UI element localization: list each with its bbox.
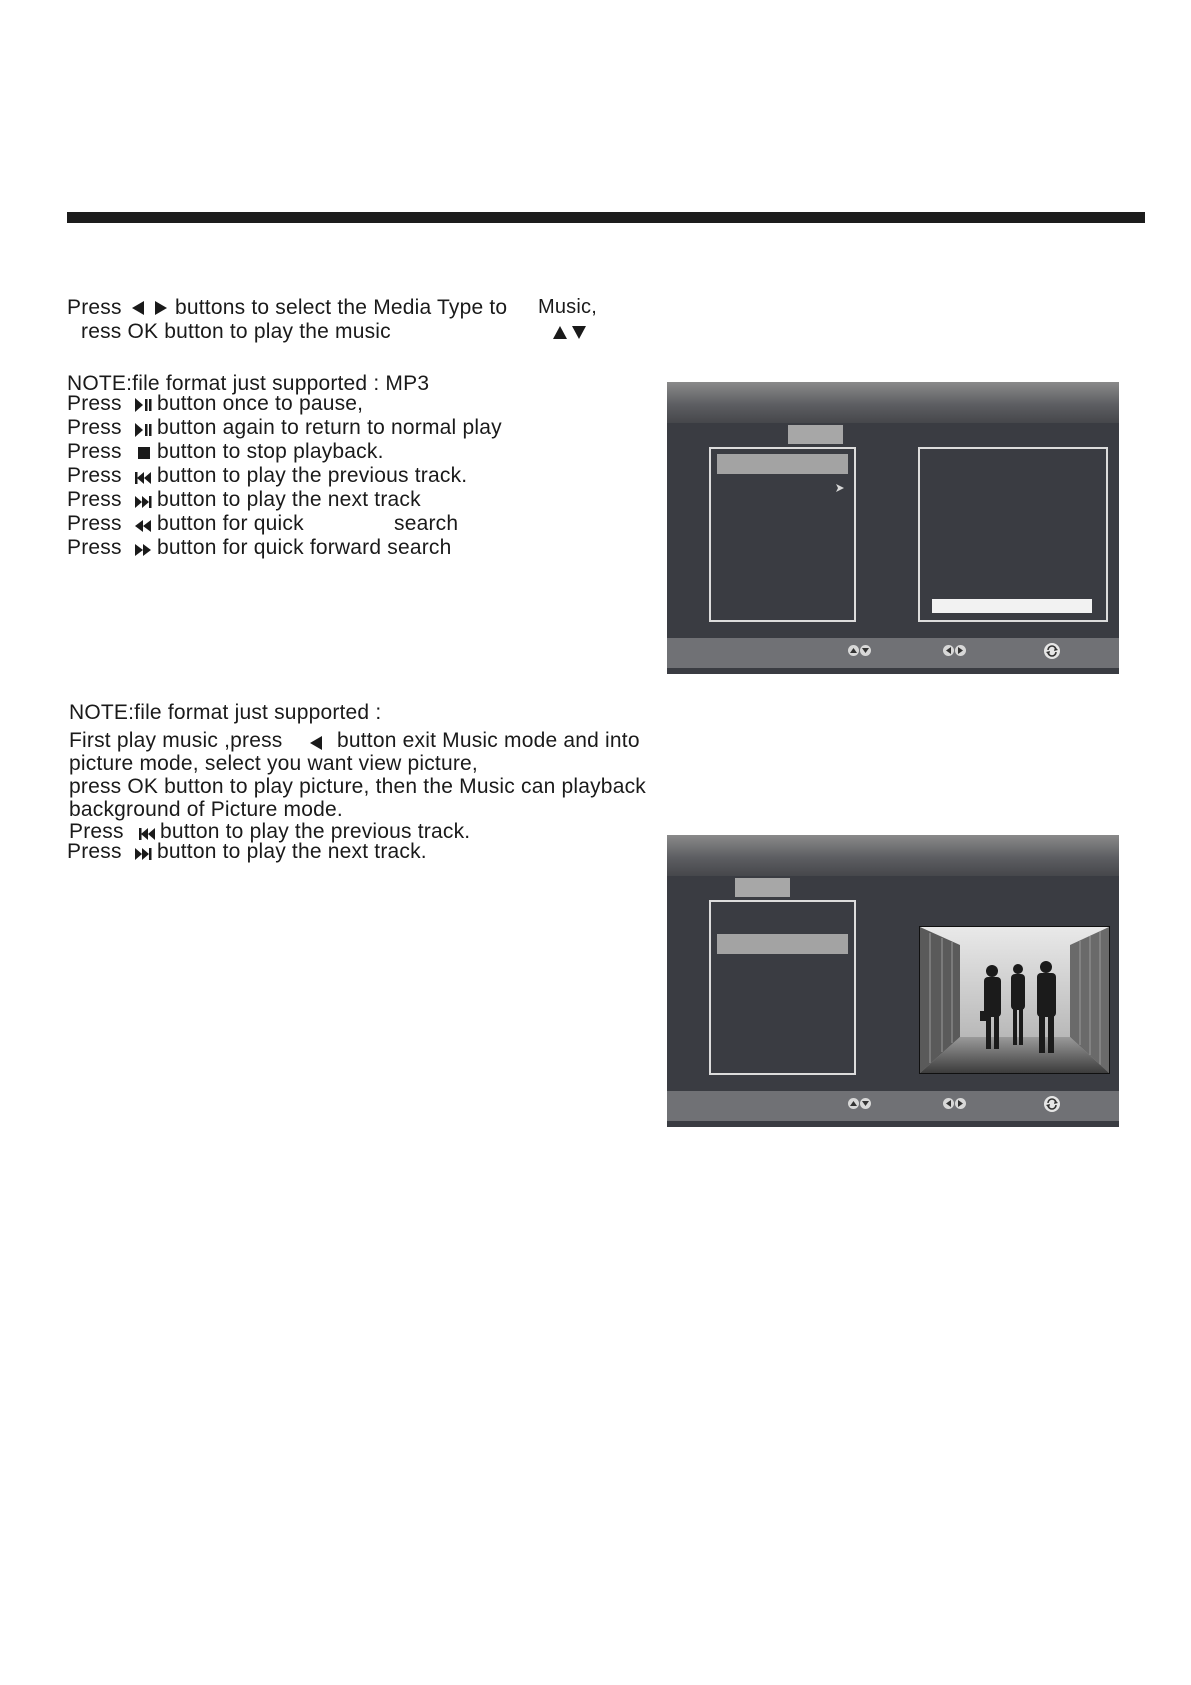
play-pause-icon: [133, 396, 153, 414]
s1-cmd-3-text: button to stop playback.: [157, 440, 384, 463]
s2-cmd-2-text: button to play the next track.: [157, 840, 427, 863]
fast-forward-icon: [133, 541, 153, 559]
file-list[interactable]: [709, 900, 856, 1075]
s1-cmd-4-text: button to play the previous track.: [157, 464, 468, 487]
stop-icon: [136, 445, 152, 461]
previous-track-icon: [133, 469, 153, 487]
progress-bar: [932, 599, 1092, 613]
left-arrow-icon: [308, 734, 324, 752]
s2-cmd-1: Press: [69, 820, 124, 843]
s1-cmd-5: Press: [67, 488, 122, 511]
menu-title-bar: [667, 835, 1119, 876]
s2-note: NOTE:file format just supported :: [69, 701, 382, 724]
play-pause-icon: [133, 421, 153, 439]
right-arrow-icon: [153, 299, 169, 317]
return-icon: [1044, 1096, 1060, 1112]
s1-cmd-2-text: button again to return to normal play: [157, 416, 502, 439]
menu-footer: [667, 638, 1119, 668]
s1-cmd-3: Press: [67, 440, 122, 463]
s2-cmd-2: Press: [67, 840, 122, 863]
s1-cmd-6-text2: search: [394, 512, 459, 535]
picture-menu-screen: [667, 835, 1119, 1127]
rewind-icon: [133, 517, 153, 535]
s2-line1: First play music ,press: [69, 729, 283, 752]
media-type-tab[interactable]: [788, 425, 843, 444]
file-list[interactable]: [709, 447, 856, 622]
s2-line4: background of Picture mode.: [69, 798, 343, 821]
up-down-arrows-icon: [848, 645, 872, 663]
menu-title-bar: [667, 382, 1119, 423]
s1-note: NOTE:file format just supported : MP3: [67, 372, 430, 395]
music-menu-screen: [667, 382, 1119, 674]
s2-cmd-1-text: button to play the previous track.: [160, 820, 471, 843]
left-right-arrows-icon: [943, 1098, 967, 1116]
s1-cmd-1-text: button once to pause,: [157, 392, 364, 415]
return-icon: [1044, 643, 1060, 659]
file-list-highlight[interactable]: [717, 454, 848, 474]
picture-preview: [919, 926, 1110, 1074]
folder-arrow-icon: [835, 480, 845, 490]
s1-cmd-7-text: button for quick forward search: [157, 536, 452, 559]
s1-cmd-6: Press: [67, 512, 122, 535]
s1-cmd-6-text: button for quick: [157, 512, 304, 535]
s1-cmd-5-text: button to play the next track: [157, 488, 421, 511]
s1-line2: ress OK button to play the music: [81, 320, 391, 343]
s2-line2: picture mode, select you want view picture,: [69, 752, 478, 775]
s1-cmd-4: Press: [67, 464, 122, 487]
file-list-highlight[interactable]: [717, 934, 848, 954]
s1-line1-c: Music,: [538, 296, 597, 318]
s1-cmd-7: Press: [67, 536, 122, 559]
s1-cmd-1: Press: [67, 392, 122, 415]
s2-line3: press OK button to play picture, then the Music can playback: [69, 775, 646, 798]
left-right-arrows-icon: [943, 645, 967, 663]
up-down-arrows-icon: [848, 1098, 872, 1116]
s1-cmd-2: Press: [67, 416, 122, 439]
s1-line1-b: buttons to select the Media Type to: [175, 296, 508, 319]
menu-footer: [667, 1091, 1119, 1121]
header-rule: [67, 212, 1145, 223]
next-track-icon: [133, 493, 153, 511]
s2-line1-b: button exit Music mode and into: [337, 729, 640, 752]
next-track-icon: [133, 845, 153, 863]
music-info-box: [918, 447, 1108, 622]
up-down-arrows-icon: [552, 324, 592, 340]
left-arrow-icon: [130, 299, 146, 317]
s1-line1: Press: [67, 296, 122, 319]
media-type-tab[interactable]: [735, 878, 790, 897]
previous-track-icon: [137, 825, 157, 843]
